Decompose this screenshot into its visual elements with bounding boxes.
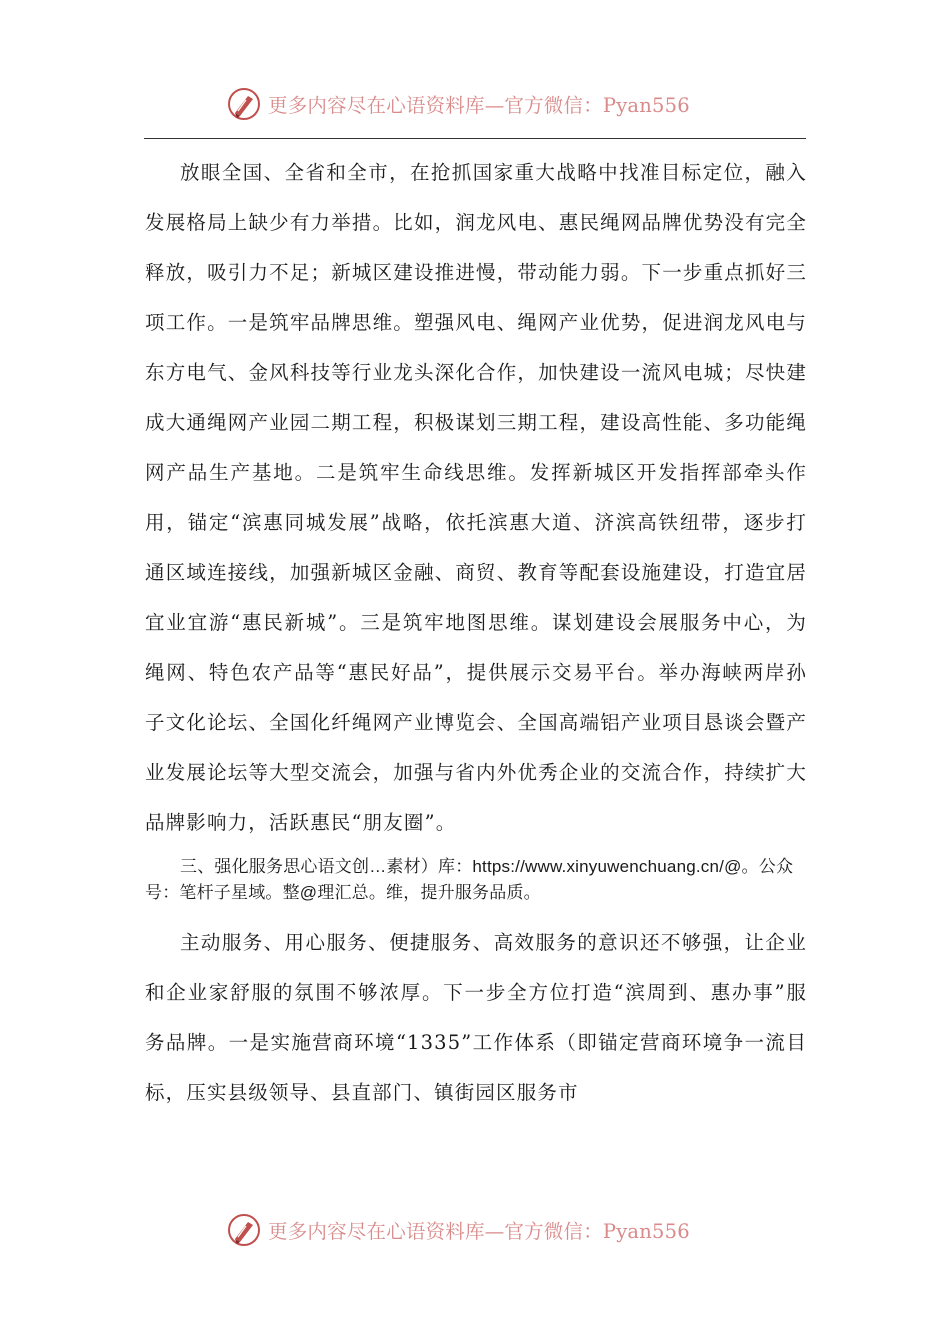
section-heading: 三、强化服务思心语文创…素材）库：https://www.xinyuwenchuang.cn/@。公众号：笔杆子星域。整@理汇总。维，提升服务品质。 xyxy=(145,857,794,902)
document-body xyxy=(145,148,807,1118)
header-banner xyxy=(226,84,746,124)
pen-nib-logo-icon xyxy=(226,1212,262,1248)
pen-nib-logo-icon xyxy=(226,86,262,122)
paragraph: 主动服务、用心服务、便捷服务、高效服务的意识还不够强，让企业和企业家舒服的氛围不够浓厚。下一步全方位打造“滨周到、惠办事”服务品牌。一是实施营商环境“1335”工作体系（即锚定营商环境争一流目标，压实县级领导、县直部门、镇街园区服务市 xyxy=(145,931,807,1104)
footer-banner xyxy=(226,1210,746,1250)
banner-text: 更多内容尽在心语资料库—官方微信：Pyan556 xyxy=(268,1220,690,1243)
header-divider xyxy=(144,138,806,139)
banner-text: 更多内容尽在心语资料库—官方微信：Pyan556 xyxy=(268,94,690,117)
paragraph: 放眼全国、全省和全市，在抢抓国家重大战略中找准目标定位，融入发展格局上缺少有力举措。比如，润龙风电、惠民绳网品牌优势没有完全释放，吸引力不足；新城区建设推进慢，带动能力弱。下一步重点抓好三项工作。一是筑牢品牌思维。塑强风电、绳网产业优势，促进润龙风电与东方电气、金风科技等行业龙头深化合作，加快建设一流风电城；尽快建成大通绳网产业园二期工程，积极谋划三期工程，建设高性能、多功能绳网产品生产基地。二是筑牢生命线思维。发挥新城区开发指挥部牵头作用，锚定“滨惠同城发展”战略，依托滨惠大道、济滨高铁纽带，逐步打通区域连接线，加强新城区金融、商贸、教育等配套设施建设，打造宜居宜业宜游“惠民新城”。三是筑牢地图思维。谋划建设会展服务中心，为绳网、特色农产品等“惠民好品”，提供展示交易平台。举办海峡两岸孙子文化论坛、全国化纤绳网产业博览会、全国高端铝产业项目恳谈会暨产业发展论坛等大型交流会，加强与省内外优秀企业的交流合作，持续扩大品牌影响力，活跃惠民“朋友圈”。 xyxy=(145,161,807,834)
